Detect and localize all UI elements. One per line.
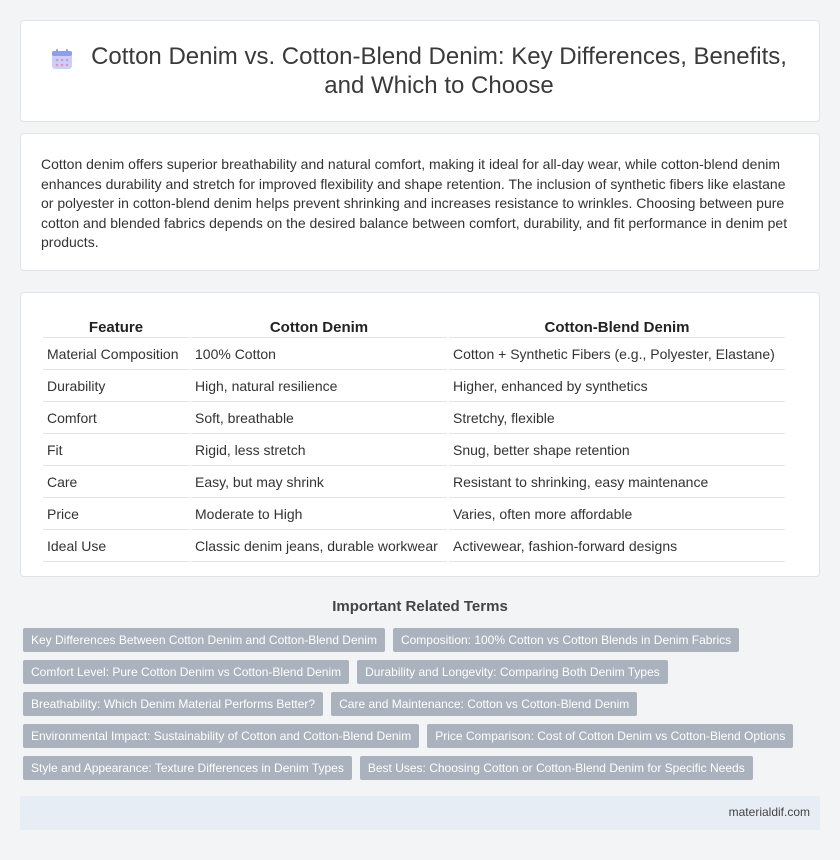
table-row <box>43 436 785 466</box>
related-term-tag[interactable]: Environmental Impact: Sustainability of Cotton and Cotton-Blend Denim <box>23 724 419 748</box>
table-cell: Easy, but may shrink <box>191 468 447 498</box>
table-cell: Resistant to shrinking, easy maintenance <box>449 468 785 498</box>
intro-paragraph: Cotton denim offers superior breathability and natural comfort, making it ideal for all-day wear, while cotton-blend denim enhances durability and stretch for improved flexibility and shape retention. The inclusion of synthetic fibers like elastane or polyester in cotton-blend denim helps prevent shrinking and increases resistance to wrinkles. Choosing between pure cotton and blended fabrics depends on the desired balance between comfort, durability, and fit performance in denim pet products. <box>41 156 788 250</box>
table-cell: Classic denim jeans, durable workwear <box>191 532 447 562</box>
table-cell: Cotton + Synthetic Fibers (e.g., Polyester, Elastane) <box>449 340 785 370</box>
table-cell: Soft, breathable <box>191 404 447 434</box>
comparison-table-card <box>20 292 820 577</box>
table-row <box>43 340 785 370</box>
related-terms-heading: Important Related Terms <box>332 598 508 615</box>
related-term-tag[interactable]: Care and Maintenance: Cotton vs Cotton-Blend Denim <box>331 692 637 716</box>
related-term-tag[interactable]: Composition: 100% Cotton vs Cotton Blends in Denim Fabrics <box>393 628 739 652</box>
footer <box>20 796 820 830</box>
related-term-tag[interactable]: Key Differences Between Cotton Denim and Cotton-Blend Denim <box>23 628 385 652</box>
table-row <box>43 500 785 530</box>
table-row <box>43 468 785 498</box>
table-cell: Material Composition <box>43 340 189 370</box>
column-header-cotton-denim: Cotton Denim <box>191 317 447 338</box>
page-title: Cotton Denim vs. Cotton-Blend Denim: Key Differences, Benefits, and Which to Choose <box>91 43 787 99</box>
table-cell: Rigid, less stretch <box>191 436 447 466</box>
table-row <box>43 532 785 562</box>
table-cell: Care <box>43 468 189 498</box>
related-term-tag[interactable]: Best Uses: Choosing Cotton or Cotton-Blend Denim for Specific Needs <box>360 756 753 780</box>
table-cell: Ideal Use <box>43 532 189 562</box>
table-cell: Fit <box>43 436 189 466</box>
table-cell: Stretchy, flexible <box>449 404 785 434</box>
table-cell: Moderate to High <box>191 500 447 530</box>
table-cell: High, natural resilience <box>191 372 447 402</box>
related-term-tag[interactable]: Style and Appearance: Texture Differences in Denim Types <box>23 756 352 780</box>
column-header-feature: Feature <box>43 317 189 338</box>
related-terms-list <box>23 628 823 788</box>
column-header-cotton-blend-denim: Cotton-Blend Denim <box>449 317 785 338</box>
table-cell: Comfort <box>43 404 189 434</box>
title-card <box>20 20 820 122</box>
table-header-row <box>43 317 785 338</box>
related-term-tag[interactable]: Durability and Longevity: Comparing Both Denim Types <box>357 660 668 684</box>
table-row <box>43 404 785 434</box>
related-term-tag[interactable]: Price Comparison: Cost of Cotton Denim vs Cotton-Blend Options <box>427 724 793 748</box>
calendar-icon <box>51 48 73 70</box>
related-term-tag[interactable]: Comfort Level: Pure Cotton Denim vs Cotton-Blend Denim <box>23 660 349 684</box>
table-cell: Snug, better shape retention <box>449 436 785 466</box>
intro-card <box>20 133 820 271</box>
table-cell: Higher, enhanced by synthetics <box>449 372 785 402</box>
table-cell: Price <box>43 500 189 530</box>
table-row <box>43 372 785 402</box>
table-cell: Durability <box>43 372 189 402</box>
table-cell: Activewear, fashion-forward designs <box>449 532 785 562</box>
table-cell: Varies, often more affordable <box>449 500 785 530</box>
comparison-table <box>41 315 787 564</box>
related-term-tag[interactable]: Breathability: Which Denim Material Performs Better? <box>23 692 323 716</box>
footer-site-link[interactable]: materialdif.com <box>728 805 810 819</box>
table-cell: 100% Cotton <box>191 340 447 370</box>
